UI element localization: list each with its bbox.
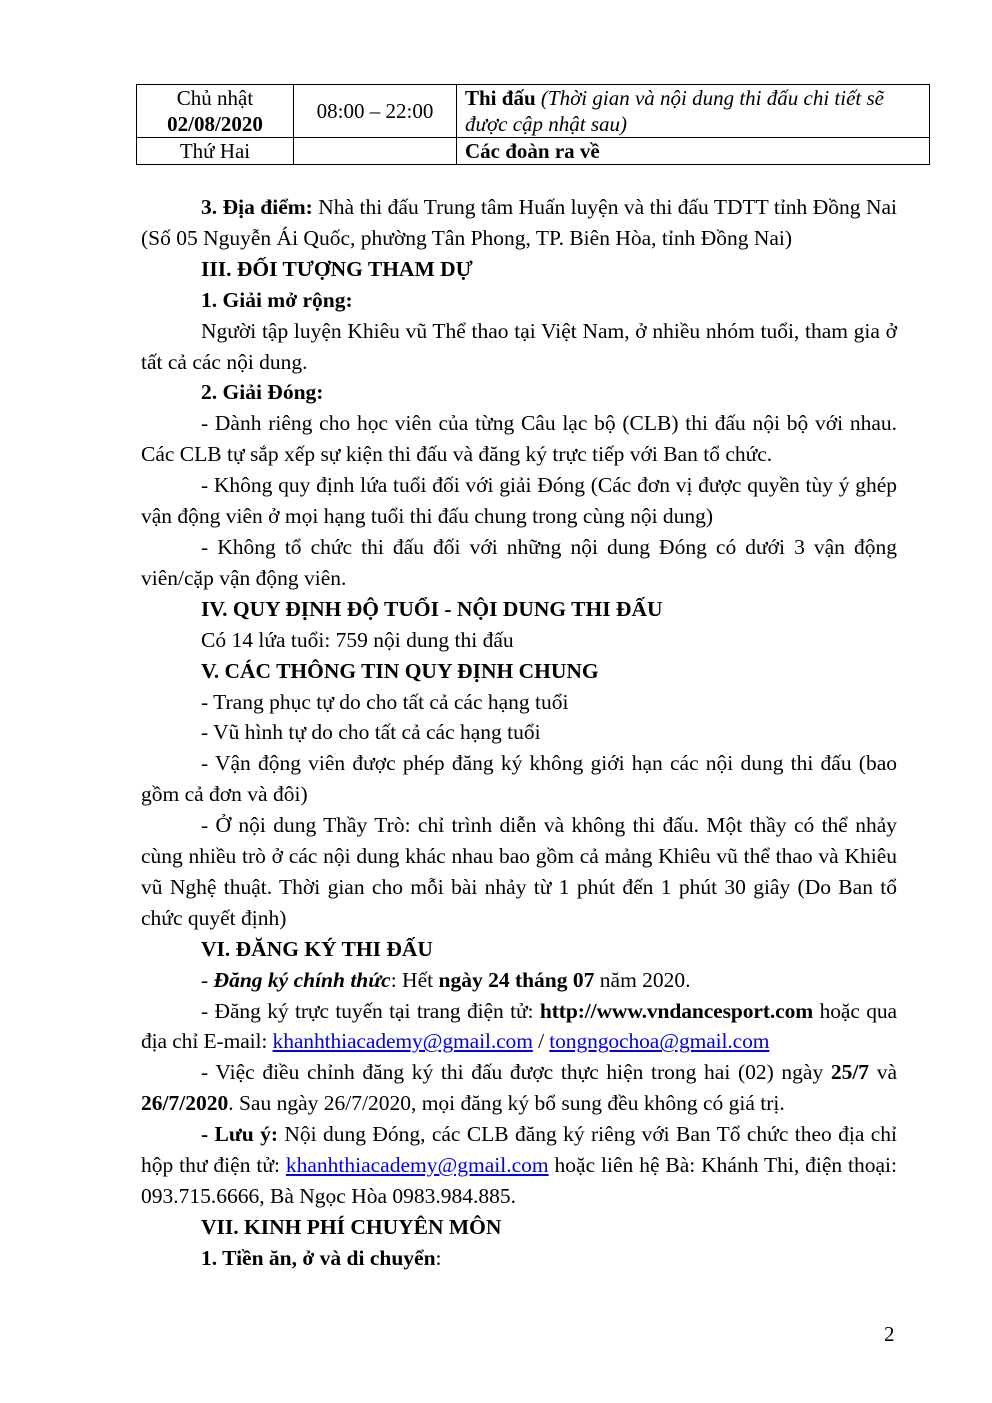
- adjust-and: và: [869, 1060, 897, 1085]
- schedule-date: 02/08/2020: [167, 112, 263, 136]
- official-mid: : Hết: [390, 967, 439, 992]
- adjust-suffix: . Sau ngày 26/7/2020, mọi đăng ký bổ sung đều không có giá trị.: [228, 1091, 785, 1116]
- online-prefix: - Đăng ký trực tuyến tại trang điện tử:: [201, 998, 540, 1023]
- section-7-subtitle-text: 1. Tiền ăn, ở và di chuyển: [201, 1245, 436, 1270]
- general-rule-item: - Ở nội dung Thầy Trò: chỉ trình diễn và không thi đấu. Một thầy có thể nhảy cùng nhiều trò ở các nội dung khác nhau bao gồm cả mảng Khiêu vũ thể thao và Khiêu vũ Nghệ thuật. Thời gian cho mỗi bài nhảy từ 1 phút đến 1 phút 30 giây (Do Ban tổ chức quyết định): [141, 813, 897, 930]
- email-link-1[interactable]: khanhthiacademy@gmail.com: [272, 1029, 533, 1054]
- schedule-day-cell: [137, 85, 294, 138]
- adjust-date-2: 26/7/2020: [141, 1091, 229, 1116]
- section-5-title: V. CÁC THÔNG TIN QUY ĐỊNH CHUNG: [201, 658, 599, 683]
- open-tournament-text: Người tập luyện Khiêu vũ Thể thao tại Việt Nam, ở nhiều nhóm tuổi, tham gia ở tất cả các nội dung.: [141, 318, 897, 374]
- dash: -: [201, 967, 214, 992]
- official-deadline: ngày 24 tháng 07: [438, 967, 595, 992]
- note-label: - Lưu ý:: [201, 1122, 278, 1147]
- section-7-title: VII. KINH PHÍ CHUYÊN MÔN: [201, 1214, 502, 1239]
- schedule-content-note: (Thời gian và nội dung thi đấu chi tiết sẽ được cập nhật sau): [465, 86, 884, 136]
- note-suffix: hoặc liên hệ Bà: Khánh Thi, điện thoại: 093.715.6666, Bà Ngọc Hòa 0983.984.885.: [141, 1153, 897, 1208]
- schedule-content-title: Các đoàn ra về: [465, 139, 600, 163]
- document-body: [141, 192, 897, 1274]
- schedule-day: Chủ nhật: [176, 86, 254, 110]
- schedule-row: [137, 85, 930, 138]
- closed-item: - Không tổ chức thi đấu đối với những nội dung Đóng có dưới 3 vận động viên/cặp vận động viên.: [141, 534, 897, 590]
- schedule-content: [457, 85, 930, 138]
- online-registration: [141, 996, 897, 1058]
- schedule-row: [137, 138, 930, 165]
- schedule-content: [457, 138, 930, 165]
- open-tournament-title: 1. Giải mở rộng:: [201, 287, 353, 312]
- closed-tournament-title: 2. Giải Đóng:: [201, 380, 324, 405]
- adjust-prefix: - Việc điều chỉnh đăng ký thi đấu được thực hiện trong hai (02) ngày: [201, 1060, 831, 1085]
- closed-item: - Không quy định lứa tuổi đối với giải Đóng (Các đơn vị được quyền tùy ý ghép vận động viên ở mọi hạng tuổi thi đấu chung trong cùng nội dung): [141, 473, 897, 529]
- general-rule-item: - Vũ hình tự do cho tất cả các hạng tuổi: [201, 720, 541, 745]
- website-link[interactable]: http://www.vndancesport.com: [539, 998, 814, 1023]
- schedule-content-title: Thi đấu: [465, 86, 536, 110]
- email-link-2[interactable]: tongngochoa@gmail.com: [549, 1029, 770, 1054]
- venue-label: 3. Địa điểm:: [201, 195, 313, 219]
- venue-paragraph: [141, 192, 897, 254]
- official-registration-label: Đăng ký chính thức: [213, 967, 391, 992]
- schedule-table: [136, 84, 930, 165]
- section-3-title: III. ĐỐI TƯỢNG THAM DỰ: [201, 256, 473, 281]
- section-6-title: VI. ĐĂNG KÝ THI ĐẤU: [201, 936, 433, 961]
- general-rule-item: - Vận động viên được phép đăng ký không giới hạn các nội dung thi đấu (bao gồm cả đơn và đôi): [141, 751, 897, 807]
- page-number: 2: [884, 1322, 895, 1346]
- section-4-text: Có 14 lứa tuổi: 759 nội dung thi đấu: [201, 627, 514, 652]
- registration-note: [141, 1119, 897, 1212]
- official-suffix: năm 2020.: [594, 967, 691, 992]
- note-email-link[interactable]: khanhthiacademy@gmail.com: [285, 1153, 549, 1178]
- general-rule-item: - Trang phục tự do cho tất cả các hạng tuổi: [201, 689, 569, 714]
- section-7-subtitle: [141, 1243, 897, 1274]
- closed-item: - Dành riêng cho học viên của từng Câu lạc bộ (CLB) thi đấu nội bộ với nhau. Các CLB tự sắp xếp sự kiện thi đấu và đăng ký trực tiếp với Ban tổ chức.: [141, 411, 897, 467]
- schedule-day: Thứ Hai: [137, 138, 294, 165]
- registration-adjustment: [141, 1057, 897, 1119]
- official-registration: [141, 965, 897, 996]
- venue-text: Nhà thi đấu Trung tâm Huấn luyện và thi đấu TDTT tỉnh Đồng Nai (Số 05 Nguyễn Ái Quốc, phường Tân Phong, TP. Biên Hòa, tỉnh Đồng Nai): [141, 195, 897, 250]
- adjust-date-1: 25/7: [830, 1060, 870, 1085]
- note-text: Nội dung Đóng, các CLB đăng ký riêng với Ban Tổ chức theo địa chỉ hộp thư điện tử:: [141, 1122, 897, 1178]
- email-separator: /: [532, 1029, 550, 1054]
- section-7-subtitle-colon: :: [435, 1245, 442, 1270]
- online-mid: hoặc qua địa chỉ E-mail:: [141, 998, 897, 1054]
- section-4-title: IV. QUY ĐỊNH ĐỘ TUỔI - NỘI DUNG THI ĐẤU: [201, 596, 663, 621]
- schedule-time: [294, 138, 457, 165]
- schedule-time: 08:00 – 22:00: [294, 85, 457, 138]
